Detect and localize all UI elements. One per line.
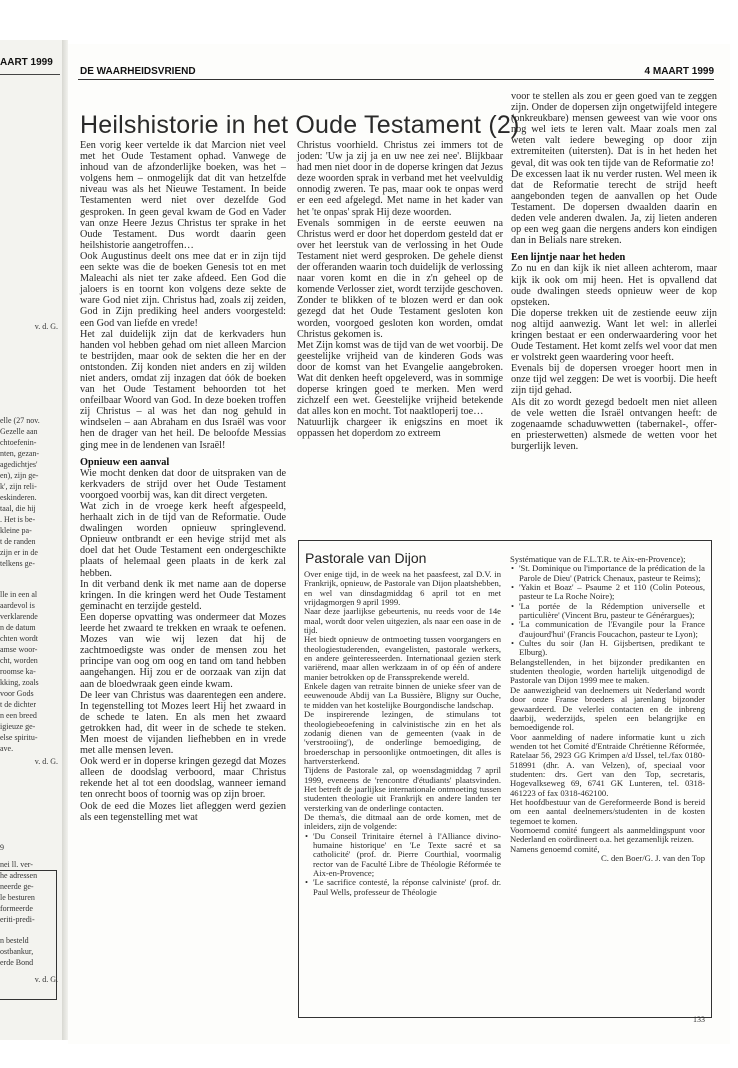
theme-item: • 'St. Dominique ou l'importance de la prédication de la Parole de Dieu' (Patrick Chenaux, pasteur te Reims); xyxy=(519,564,705,583)
previous-page-line: v. d. G. xyxy=(34,322,58,331)
previous-page-line: verklarende xyxy=(0,612,38,621)
previous-page-line: elle (27 nov. xyxy=(0,416,40,425)
paragraph: Evenals bij de dopersen vroeger hoort men in onze tijd wel zeggen: De wet is voorbij. Die heeft zijn tijd gehad. xyxy=(511,363,717,397)
article-title: Heilshistorie in het Oude Testament (2) xyxy=(80,111,520,139)
box-paragraph: Het hoofdbestuur van de Gereformeerde Bond is bereid om een aantal deelnemers/studenten in de kosten tegemoet te komen. xyxy=(510,796,705,826)
previous-page-line: eriti-predi- xyxy=(0,915,35,924)
paragraph: Een doperse opvatting was ondermeer dat Mozes leerde het zwaard te trekken en wraak te oefenen. Mozes van wie wij lezen dat hij de zachtmoedigste was onder de mensen zou het principe van oog om oog en tand om tand hebben aangehangen. Hij zou er de oorzaak van zijn dat aan de bloedwraak geen einde kwam. xyxy=(80,611,286,690)
paragraph: Ook werd er in doperse kringen gezegd dat Mozes alleen de doodslag verboord, maar Christus rekende het al tot een doodslag, wanneer iemand ten onrecht boos of toornig was op zijn broer. xyxy=(80,756,286,801)
previous-page-line: n besteld xyxy=(0,936,29,945)
previous-page-line: 9 xyxy=(0,843,4,852)
pastorale-title: Pastorale van Dijon xyxy=(305,550,427,566)
previous-page-line: n de datum xyxy=(0,623,36,632)
previous-page-line: formeerde xyxy=(0,904,33,913)
previous-page-line: ave. xyxy=(0,744,14,753)
paragraph: Die doperse trekken uit de zestiende eeuw zijn nog altijd aanwezig. Want let wel: in allerlei kringen bestaat er een onderwaardering voor het Oude Testament. Het komt zelfs wel voor dat men er volstrekt geen waardering voor heeft. xyxy=(511,307,717,364)
previous-page-line: else spiritu- xyxy=(0,733,38,742)
box-paragraph: Tijdens de Pastorale zal, op woensdagmiddag 7 april 1999, eveneens de 'rencontre d'étudiants' plaatsvinden. Het betreft de jaarlijkse internationale ontmoeting tussen studenten theologie uit Frankrijk en andere landen ter versterking van de onderlinge contacten. xyxy=(304,765,501,813)
previous-page-line: lle in een al xyxy=(0,590,38,599)
paragraph: Christus voorhield. Christus zei immers tot de joden: 'Uw ja zij ja en uw nee zei nee'. Blijkbaar had men niet door in de doperse kringen dat Jezus deze woorden sprak in verband met het veelvuldig onnodig zweren. Te pas, maar ook te onpas werd er een eed afgelegd. Met name in het kader van het 'te onpas' sprak Hij deze woorden. xyxy=(297,140,503,218)
theme-item: • 'Le sacrifice contesté, la réponse calviniste' (prof. dr. Paul Wells, professeur de Théologie xyxy=(313,878,501,897)
theme-item: • 'La communication de l'Evangile pour la France d'aujourd'hui' (Francis Foucachon, pasteur te Lyon); xyxy=(519,620,705,639)
previous-page-line: nten, gezan- xyxy=(0,449,40,458)
previous-page-rule xyxy=(0,74,60,75)
box-paragraph: De aanwezigheid van deelnemers uit Nederland wordt door onze Franse broeders al jarenlang bijzonder gewaardeerd. De velerlei contacten en de inbreng daarbij, wederzijds, spelen een belangrijke en bemoedigende rol. xyxy=(510,684,705,733)
paragraph: Het zal duidelijk zijn dat de kerkvaders hun handen vol hebben gehad om niet alleen Marcion te bestrijden, maar ook de sekten die her en der ontstonden. Zij konden niet anders en zij wilden niet anders, omdat zij inzagen dat óók de boeken van het Oude Testament behoorden tot het onfeilbaar Woord van God. In deze boeken troffen zij Christus – al was het dan nog gehuld in windselen – aan Abraham en dus Israël was voor hen de drager van het heil. De beloofde Messias ging mee in de lendenen van Israël! xyxy=(80,328,286,451)
header-rule xyxy=(78,79,714,80)
previous-page-line: aardevol is xyxy=(0,601,35,610)
publication-name: DE WAARHEIDSVRIEND xyxy=(80,66,196,77)
previous-page-line: ostbankur, xyxy=(0,947,34,956)
paragraph: Zo nu en dan kijk ik niet alleen achterom, maar kijk ik ook om mij heen. Het is opvallend dat oude dwalingen steeds opnieuw weer de kop opsteken. xyxy=(511,263,717,308)
paragraph: De leer van Christus was daarentegen een andere. In tegenstelling tot Mozes leert Hij het zwaard in de schede te laten. En als men het zwaard getrokken had, dit weer in de schede te steken. Men moest de vijanden liefhebben en in vrede met alle mensen leven. xyxy=(80,689,286,757)
previous-page-line: voor Gods xyxy=(0,689,34,698)
box-paragraph: Het biedt opnieuw de ontmoeting tussen voorgangers en theologiestuderenden, evangelisten, pastorale werkers, en andere geïnteresseerden. Internationaal gezien sterk variërend, maar allen werkzaam in of op één of andere manier betrokken op de Franssprekende wereld. xyxy=(304,634,501,682)
box-paragraph: Systématique van de F.L.T.R. te Aix-en-Provence); xyxy=(510,554,686,564)
previous-page-line: telkens ge- xyxy=(0,559,35,568)
previous-page-line: v. d. G. xyxy=(34,757,58,766)
previous-page-line: igieuze ge- xyxy=(0,722,36,731)
box-paragraph: Voor aanmelding of nadere informatie kunt u zich wenden tot het Comité d'Entraide Chrétienne Réformée, Ratelaar 56, 2923 GG Krimpen a/d IJssel, tel./fax 0180-518991 (dhr. A. van Velzen), of, speciaal voor studenten: drs. Gert van den Top, secretaris, Hogevalkseweg 69, 6741 GK Lunteren, tel. 0318-461223 of fax 0318-462100. xyxy=(510,731,705,798)
previous-page-line: kleine pa- xyxy=(0,526,32,535)
paragraph: Als dit zo wordt gezegd bedoelt men niet alleen de vele wetten die Israël ontvangen heeft: de zogenaamde schaduwwetten (tabernakel-, offer- en priesterwetten) alsmede de wetten voor het burgerlijk leven. xyxy=(511,396,717,452)
paragraph: Ook de eed die Mozes liet afleggen werd gezien als een tegenstelling met wat xyxy=(80,800,286,823)
page-number: 133 xyxy=(693,1015,705,1024)
previous-page-line: t de randen xyxy=(0,537,36,546)
previous-page-line: agedichtjes' xyxy=(0,460,38,469)
article-column-1 xyxy=(80,140,286,823)
previous-page-line: kking, zoals xyxy=(0,678,39,687)
paragraph: voor te stellen als zou er geen goed van te zeggen zijn. Onder de dopersen zijn ongetwijfeld integere (onkreukbare) mensen geweest van wie voor ons nog wel iets te leren valt. Maar zoals men zal weten valt iedere beweging op door zijn extremiteiten (uitersten). Dat is in het heden het geval, dit was ook ten tijde van de Reformatie zo! xyxy=(511,91,717,169)
paragraph: Evenals sommigen in de eerste eeuwen na Christus werd er door het doperdom gesteld dat er over het leerstuk van de verlossing in het Oude Testament niet werd gesproken. De gehele dienst der offeranden waarin toch duidelijk de verlossing naar voren komt en die in z'n geheel op de komende Verlosser ziet, wordt terzijde geschoven. Zonder te blikken of te blozen werd er dan ook gezegd dat het Oude Testament gesloten kon worden, voorgoed gesloten kon worden, omdat Christus gekomen is. xyxy=(297,217,503,340)
previous-page-line: neerde ge- xyxy=(0,882,34,891)
theme-item: • 'Yakin et Boaz' – Psaume 2 et 110 (Colin Poteous, pasteur te La Roche Noire); xyxy=(519,583,705,602)
previous-page-line: Gezelle aan xyxy=(0,427,38,436)
section-heading: Een lijntje naar het heden xyxy=(511,252,626,264)
previous-page-line: amse woor- xyxy=(0,645,38,654)
paragraph: Wat zich in de vroege kerk heeft afgespeeld, herhaalt zich in de tijd van de Reformatie. Oude dwalingen worden opnieuw springlevend. Opnieuw ontbrandt er een hevige strijd met als doel dat het Oude Testament een ondergeschikte plaats of helemaal geen plaats in de kerk zal hebben. xyxy=(80,501,286,579)
previous-page-line: roomse ka- xyxy=(0,667,36,676)
previous-page-line: t de dichter xyxy=(0,700,36,709)
previous-page-line: k', zijn reli- xyxy=(0,482,37,491)
box-paragraph: Voornoemd comité fungeert als aanmeldingspunt voor Nederland en coördineert o.a. het gezamenlijk reizen. xyxy=(510,824,705,845)
previous-page-line: zijn er in de xyxy=(0,548,38,557)
previous-page-header: AART 1999 xyxy=(0,57,53,68)
previous-page-line: cht, worden xyxy=(0,656,38,665)
previous-page-line: nei ll. ver- xyxy=(0,860,33,869)
box-paragraph: De thema's, die ditmaal aan de orde komen, met de inleiders, zijn de volgende: xyxy=(304,811,501,832)
previous-page-line: n een breed xyxy=(0,711,37,720)
paragraph: Met Zijn komst was de tijd van de wet voorbij. De geestelijke vrijheid van de kinderen Gods was door de komst van het Evangelie aangebroken. Wat dit denken heeft opgeleverd, was in sommige doperse kringen goed te merken. Men werd zichzelf een wet. Geestelijke vrijheid betekende dat alles kon en mocht. Tot naaktloperij toe… xyxy=(297,339,503,418)
paragraph: De excessen laat ik nu verder rusten. Wel meen ik dat de Reformatie terecht de strijd heeft aangebonden tegen de aanvallen op het Oude Testament. De dopersen dwaalden daarin en deden vele anderen dwalen. Ja, zij lieten anderen op een weg gaan die nergens anders kon eindigen dan in Belials nare streken. xyxy=(511,168,717,247)
paragraph: Een vorig keer vertelde ik dat Marcion niet veel met het Oude Testament ophad. Vanwege de inhoud van de afzonderlijke boeken, was het – volgens hem – onmogelijk dat dit van hetzelfde niveau was als het Nieuwe Testament. In beide Testamenten werd niet over dezelfde God gesproken. In geen geval kwam de God en Vader van onze Heere Jezus Christus ter sprake in het Oude Testament. Dus wordt daarin geen heilshistorie aangetroffen… xyxy=(80,140,286,251)
previous-page-line: en), zijn ge- xyxy=(0,471,39,480)
issue-date: 4 MAART 1999 xyxy=(644,66,714,77)
previous-page-fragment xyxy=(0,40,62,1040)
paragraph: Ook Augustinus deelt ons mee dat er in zijn tijd een sekte was die de boeken Genesis tot en met Maleachi als niet ter zake afdeed. Een God die jaloers is en toornt kon volgens deze sekte de ware God niet zijn. Christus had, zoals zij zeiden, God in Zijn prediking heel anders voorgesteld: een God van liefde en vrede! xyxy=(80,250,286,329)
theme-item: • Cultes du soir (Jan H. Gijsbertsen, predikant te Elburg). xyxy=(519,639,705,658)
theme-list xyxy=(304,832,501,897)
box-paragraph: Enkele dagen van retraite binnen de unieke sfeer van de eeuwenoude Abdij van La Bussière, Bligny sur Ouche, te midden van het kostelijke Bourgondische landschap. xyxy=(304,681,501,710)
theme-item: • 'Du Conseil Trinitaire éternel à l'Alliance divino-humaine historique' en 'Le Texte sacré et sa catholicité' (prof. dr. Pierre Courthial, voormalig rector van de Faculté Libre de Théologie Réformée te Aix-en-Provence; xyxy=(313,832,501,879)
previous-page-line: chten wordt xyxy=(0,634,38,643)
previous-page-line: eskinderen. xyxy=(0,493,37,502)
box-paragraph: De inspirerende lezingen, de stimulans tot theologiebeoefening in calvinistische zin en het als zodanig dienen van de gemeenten (vaak in de 'verstrooiing'), de onderlinge bemoediging, de broederschap in persoonlijke ontmoetingen, dit alles is hartversterkend. xyxy=(304,709,501,766)
previous-page-line: he adressen xyxy=(0,871,38,880)
box-paragraph: Namens genoemd comité, xyxy=(510,843,600,854)
signature: C. den Boer/G. J. van den Top xyxy=(600,853,705,863)
previous-page-line: chtoefenin- xyxy=(0,438,37,447)
box-paragraph: Over enige tijd, in de week na het paasfeest, zal D.V. in Frankrijk, opnieuw, de Pastorale van Dijon plaatshebben, en wel van dinsdagmiddag 6 april tot en met vrijdagmorgen 9 april 1999. xyxy=(304,569,501,608)
paragraph: Natuurlijk chargeer ik enigszins en moet ik oppassen het doperdom zo extreem xyxy=(297,417,503,440)
box-paragraph: Belangstellenden, in het bijzonder predikanten en studenten theologie, worden hartelijk uitgenodigd de Pastorale van Dijon 1999 mee te maken. xyxy=(510,656,705,686)
theme-item: • 'La portée de la Rédemption universelle et particulière' (Vincent Bru, pasteur te Générargues); xyxy=(519,602,705,621)
article-column-3 xyxy=(511,91,717,452)
previous-page-line: le besturen xyxy=(0,893,35,902)
previous-page-line: . Het is be- xyxy=(0,515,36,524)
pastorale-column-right xyxy=(510,555,705,863)
article-column-2 xyxy=(297,140,503,440)
pastorale-column-left xyxy=(304,570,501,897)
previous-page-line: v. d. G. xyxy=(34,975,58,984)
previous-page-line: erde Bond xyxy=(0,958,34,967)
previous-page-line: taal, die hij xyxy=(0,504,36,513)
section-heading: Opnieuw een aanval xyxy=(80,456,170,468)
theme-list xyxy=(510,564,705,657)
paragraph: In dit verband denk ik met name aan de doperse kringen. In die kringen werd het Oude Testament geminacht en terzijde gesteld. xyxy=(80,578,286,612)
paragraph: Wie mocht denken dat door de uitspraken van de kerkvaders de strijd over het Oude Testament voorgoed voorbij was, kan dit direct vergeten. xyxy=(80,467,286,501)
box-paragraph: Naar deze jaarlijkse gebeurtenis, nu reeds voor de 14e maal, wordt door velen uitgezien, als naar een oase in de tijd. xyxy=(304,606,501,636)
